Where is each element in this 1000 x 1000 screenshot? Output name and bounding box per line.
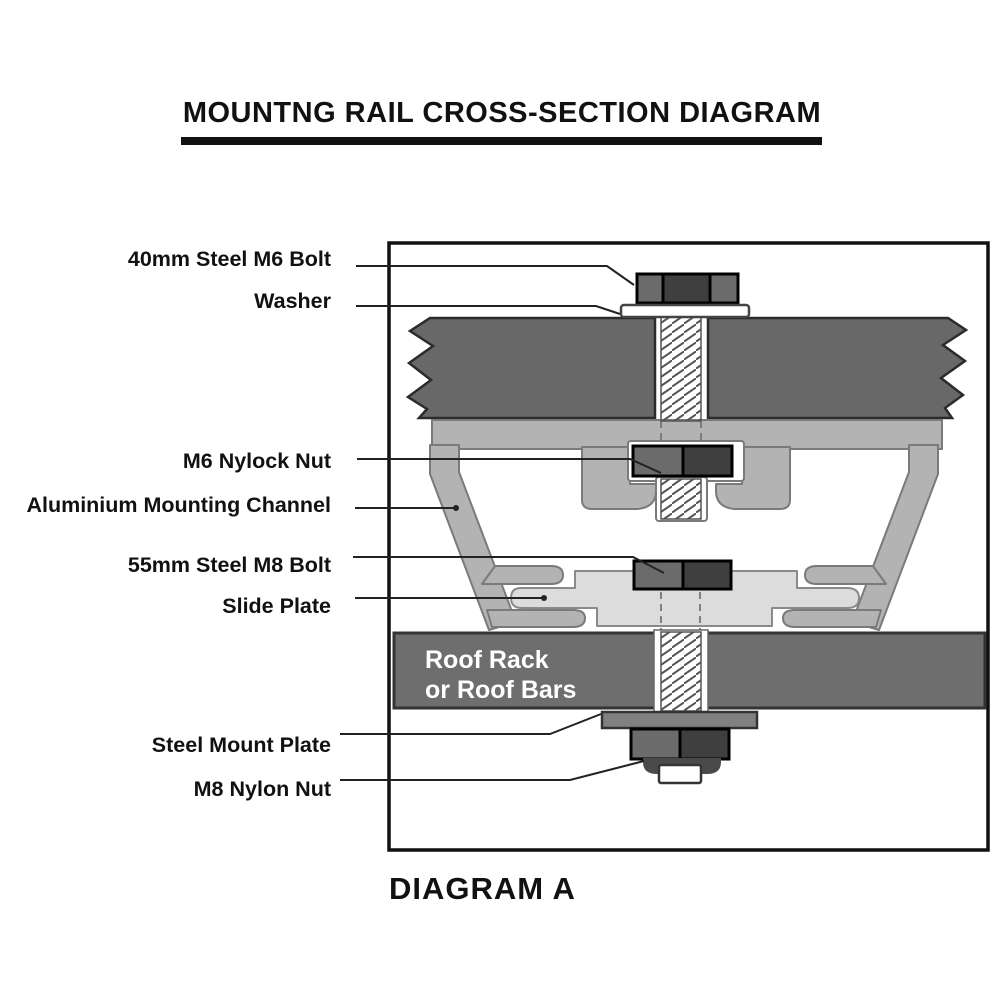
m6-nylock-nut: [633, 446, 732, 476]
steel-mount-plate: [602, 712, 757, 728]
part-labels: [26, 247, 331, 801]
m8-bolt-shaft: [661, 632, 701, 711]
m6-bolt-head: [637, 274, 738, 303]
leader-channel-dot: [453, 505, 459, 511]
channel-left-hook-bottom: [487, 610, 585, 627]
rack-label-line2: or Roof Bars: [425, 676, 577, 704]
label-m8-bolt: 55mm Steel M8 Bolt: [127, 553, 331, 577]
label-nylon-nut: M8 Nylon Nut: [193, 777, 331, 801]
roof-rack-bar: [394, 630, 985, 713]
channel-right-hook-bottom: [783, 610, 881, 627]
m6-bolt-shaft-lower: [661, 479, 701, 519]
m8-nylon-nut: [631, 729, 729, 759]
channel-right-hook-top: [805, 566, 886, 584]
page-title: MOUNTNG RAIL CROSS-SECTION DIAGRAM: [182, 97, 822, 129]
channel-left-hook-top: [482, 566, 563, 584]
label-channel: Aluminium Mounting Channel: [26, 493, 331, 517]
m8-bolt-tip: [659, 765, 701, 783]
label-m6-bolt: 40mm Steel M6 Bolt: [127, 247, 331, 271]
rack-label-line1: Roof Rack: [425, 646, 549, 674]
label-washer: Washer: [254, 289, 331, 313]
title-underline: [181, 137, 822, 145]
panel-left: [408, 318, 655, 418]
label-nylock-nut: M6 Nylock Nut: [182, 449, 331, 473]
m6-bolt-shaft: [661, 317, 701, 421]
diagram-caption: DIAGRAM A: [389, 871, 576, 906]
washer: [621, 305, 749, 317]
label-mount-plate: Steel Mount Plate: [151, 733, 331, 757]
label-slide-plate: Slide Plate: [222, 594, 331, 618]
panel-right: [708, 318, 966, 418]
leader-slide-plate-dot: [541, 595, 547, 601]
